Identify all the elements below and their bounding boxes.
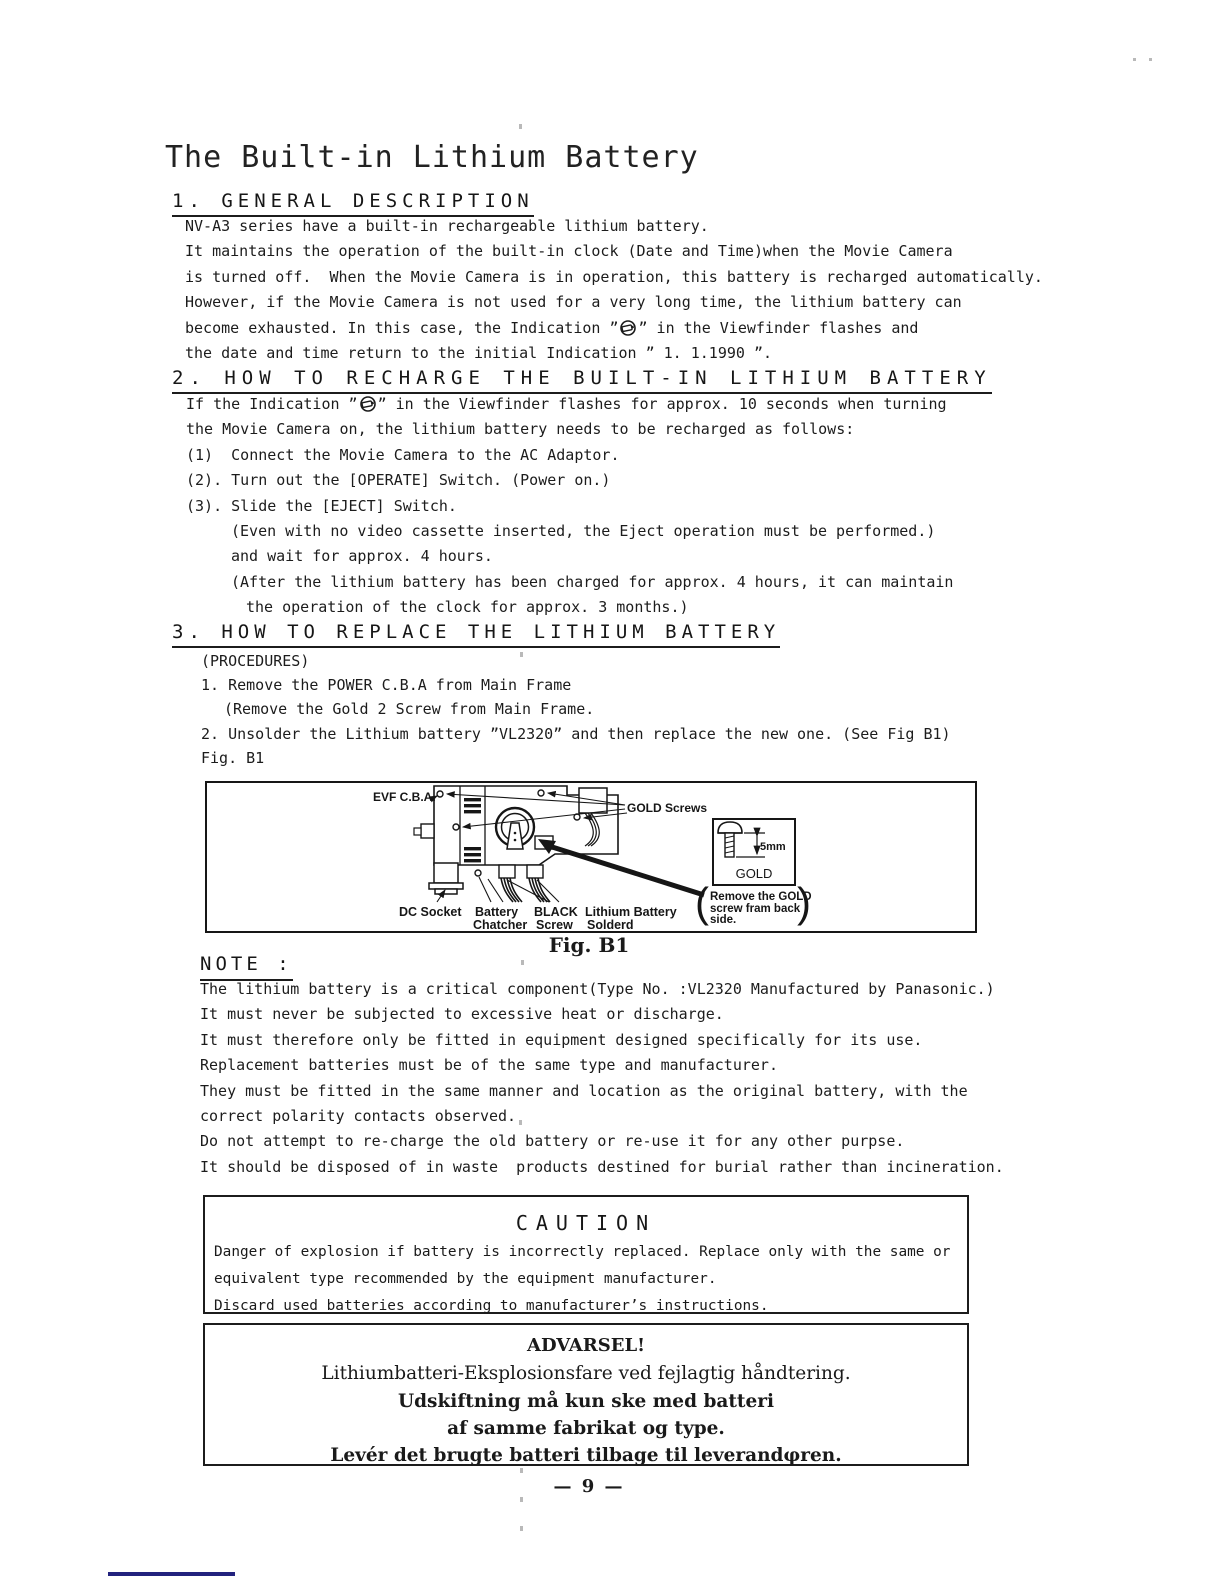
gold-screws-label: GOLD Screws — [627, 801, 708, 815]
page-number: — 9 — — [553, 1476, 625, 1497]
battery-warning-icon — [359, 396, 377, 412]
text-line: It must therefore only be fitted in equipment designed specifically for its use. — [200, 1030, 923, 1049]
text-line: It maintains the operation of the built-in clock (Date and Time)when the Movie Camera — [185, 242, 953, 261]
text-line: (2). Turn out the [OPERATE] Switch. (Power on.) — [186, 471, 611, 490]
caution-heading: CAUTION — [515, 1211, 657, 1235]
text-line: 2. Unsolder the Lithium battery ”VL2320” and then replace the new one. (See Fig B1) — [201, 724, 951, 743]
gold-label: GOLD — [735, 866, 773, 881]
text-fragment: If the Indication ” — [186, 395, 358, 413]
text-fragment: become exhausted. In this case, the Indication ” — [185, 318, 619, 337]
text-line: It should be disposed of in waste products destined for burial rather than incineration. — [200, 1157, 1004, 1176]
pcb-left-stub — [414, 828, 421, 835]
remove-note-line3: side. — [710, 914, 737, 926]
dimension-label: 5mm — [760, 841, 786, 853]
text-line: They must be fitted in the same manner and location as the original battery, with the — [200, 1081, 968, 1100]
text-line — [186, 392, 953, 417]
battery-warning-icon — [619, 320, 637, 336]
text-line: It must never be subjected to excessive heat or discharge. — [200, 1005, 724, 1024]
text-fragment: ” in the Viewfinder flashes for approx. 10 seconds when turning — [377, 395, 947, 413]
section2-heading: 2. HOW TO RECHARGE THE BUILT-IN LITHIUM BATTERY — [172, 367, 992, 394]
text-line: the Movie Camera on, the lithium battery needs to be recharged as follows: — [186, 420, 855, 439]
lithium-battery-label-2: Solderd — [587, 918, 634, 931]
page-title: The Built-in Lithium Battery — [165, 140, 699, 175]
section2-body — [186, 392, 953, 621]
text-line: Lithiumbatteri-Eksplosionsfare ved fejlagtig håndtering. — [321, 1363, 851, 1384]
dc-socket-drawing — [429, 863, 463, 894]
section3-heading: 3. HOW TO REPLACE THE LITHIUM BATTERY — [172, 621, 780, 648]
text-line: Do not attempt to re-charge the old battery or re-use it for any other purpse. — [200, 1132, 905, 1151]
text-line: equivalent type recommended by the equipment manufacturer. — [214, 1270, 717, 1287]
text-line: correct polarity contacts observed. — [200, 1106, 517, 1125]
text-line: Levér det brugte batteri tilbage til leverandφren. — [330, 1445, 842, 1466]
battery-catcher-label-1: Battery — [475, 905, 519, 919]
bottom-ink-line — [108, 1572, 235, 1576]
text-line: the date and time return to the initial Indication ” 1. 1.1990 ”. — [185, 343, 772, 362]
section1-heading: 1. GENERAL DESCRIPTION — [172, 190, 534, 217]
dc-socket-label: DC Socket — [399, 905, 462, 919]
note-body — [200, 977, 1004, 1180]
advarsel-box — [203, 1323, 969, 1466]
black-screw-label-1: BLACK — [534, 905, 578, 919]
text-line: Replacement batteries must be of the same type and manufacturer. — [200, 1056, 778, 1075]
text-line: 1. Remove the POWER C.B.A from Main Frame — [201, 676, 572, 695]
text-line: and wait for approx. 4 hours. — [231, 547, 493, 566]
text-line: However, if the Movie Camera is not used for a very long time, the lithium battery can — [185, 293, 962, 312]
section3-body — [201, 649, 951, 770]
remove-note-line2: screw fram back — [710, 903, 801, 915]
caution-box — [203, 1195, 969, 1314]
text-line: (PROCEDURES) — [201, 652, 310, 670]
text-line: is turned off. When the Movie Camera is in operation, this battery is recharged automatically. — [185, 267, 1043, 286]
text-line: Danger of explosion if battery is incorrectly replaced. Replace only with the same or — [214, 1244, 951, 1260]
figure-b1-box — [205, 781, 977, 933]
evf-cba-label: EVF C.B.A. — [373, 790, 436, 804]
text-line: af samme fabrikat og type. — [447, 1418, 725, 1439]
battery-catcher-label-2: Chatcher — [473, 918, 528, 931]
text-line: Fig. B1 — [201, 748, 265, 767]
text-line: the operation of the clock for approx. 3 months.) — [246, 598, 689, 617]
lithium-battery-label-1: Lithium Battery — [585, 905, 677, 919]
text-line: NV-A3 series have a built-in rechargeable lithium battery. — [185, 217, 709, 235]
text-line: (After the lithium battery has been charged for approx. 4 hours, it can maintain — [231, 572, 954, 591]
remove-note-line1: Remove the GOLD — [710, 891, 812, 903]
text-line: (Remove the Gold 2 Screw from Main Frame. — [224, 700, 595, 719]
text-line: (1) Connect the Movie Camera to the AC Adaptor. — [186, 445, 620, 464]
advarsel-heading: ADVARSEL! — [526, 1335, 646, 1356]
text-line: The lithium battery is a critical component(Type No. :VL2320 Manufactured by Panasonic.) — [200, 980, 995, 998]
paren-open: ( — [695, 879, 709, 926]
figure-b1-caption: Fig. B1 — [548, 933, 630, 957]
black-screw-label-2: Screw — [536, 918, 573, 931]
text-line: Discard used batteries according to manufacturer’s instructions. — [214, 1297, 769, 1314]
text-line: (Even with no video cassette inserted, the Eject operation must be performed.) — [231, 521, 936, 540]
pcb-left-tab — [421, 824, 434, 838]
text-line: (3). Slide the [EJECT] Switch. — [186, 496, 457, 515]
paren-close: ) — [797, 879, 811, 926]
section1-body — [185, 214, 1043, 366]
caution-body — [214, 1239, 963, 1319]
text-line: Udskiftning må kun ske med batteri — [397, 1391, 775, 1412]
figure-b1-diagram — [207, 783, 975, 931]
text-fragment: ” in the Viewfinder flashes and — [638, 318, 919, 337]
text-line — [185, 316, 1043, 341]
note-heading: NOTE : — [200, 953, 293, 981]
